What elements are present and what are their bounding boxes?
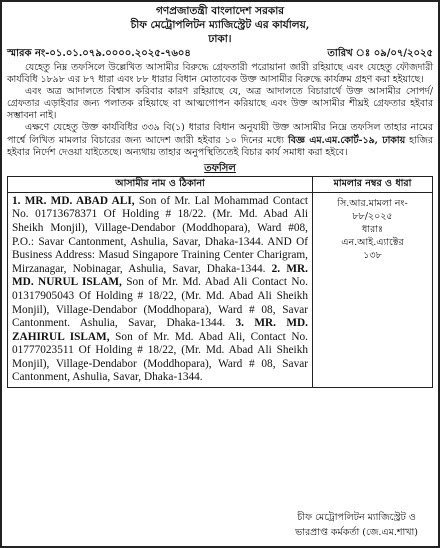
schedule-caption: তফসিল <box>204 162 236 174</box>
accused-1-name: 1. MR. MD. ABAD ALI, <box>12 194 135 207</box>
order-text-after: হাজির হইবার নির্দেশ দেওয়া যাইতেছে। অন্যথায় তাহার অনুপস্থিতিতেই বিচার কার্য সমাধা করা হইবে। <box>7 134 434 158</box>
memo-number: স্মারক নং-০১.০১.০৭৯.০০০০.২০২৫-৭৬০৪ <box>7 48 191 59</box>
schedule-header-row <box>8 176 433 192</box>
section-label: ধারাঃ <box>361 223 384 235</box>
reference-line <box>7 47 433 60</box>
order-text-before: এক্ষণে যেহেতু উক্ত কার্যবিধির ৩৩৯ বি(১) ধারার বিধান অনুযায়ী উক্ত আসামীর নিম্নে তফসিল তাহার নামের পার্শ্বে লিখিত মামলার বিচারের জন্য আদেশ জারী হইবার ১০ দিনের মধ্যে <box>7 122 433 146</box>
office-name: চীফ মেট্রোপলিটন ম্যাজিস্ট্রেট এর কার্যালয়, <box>130 19 310 31</box>
accused-1-details: Son of Mr. Lal Mohammad Contact No. 01713678371 Of Holding # 18/22. (Mr. Md. Abad Ali Sheikh Monjil), Village-Dendabor (Moddhopara), Ward #08, P.O.: Savar Cantonment, Ashulia, Savar, Dhaka-1344. AND Of Business Address: Masud Singapore Training Center Charigram, Mirzanagar, Nobinagar, Ashulia, Savar, Dhaka-1344. <box>12 194 308 275</box>
paragraph-absconding: এবং অত্র আদালতে বিশ্বাস করিবার কারণ রহিয়াছে যে, অত্র আদালতে বিচারার্থে উক্ত আসামীর সোপর্দ/গ্রেফতার এড়াইবার জন্য পলাতক রহিয়াছে বা আত্মগোপন করিয়াছে এবং উক্ত আসামীর শীঘ্রই গ্রেফতার হইবার সম্ভাবনা নাই। <box>7 86 433 122</box>
section-number: ১৩৮ <box>363 249 382 261</box>
signatory-title: চীফ মেট্রোপলিটন ম্যাজিস্ট্রেট ও <box>297 512 416 523</box>
government-name: গণপ্রজাতন্ত্রী বাংলাদেশ সরকার <box>155 5 285 17</box>
case-number: ৮৮/২০২৫ <box>352 210 393 222</box>
office-city: ঢাকা। <box>208 33 232 45</box>
case-details <box>313 192 433 387</box>
letterhead <box>7 4 433 46</box>
act-name: এন.আই.এ্যাক্টের <box>341 236 404 248</box>
accused-2-name: 2. MR. MD. NURUL ISLAM, <box>12 262 308 289</box>
case-type: সি.আর.মামলা নং- <box>337 197 408 209</box>
schedule-table <box>7 176 433 388</box>
paragraph-order <box>7 122 433 158</box>
signatory-office: ভারপ্রাপ্ত কর্মকর্তা (জে.এম.শাখা) <box>295 527 418 538</box>
signature-block <box>295 510 418 540</box>
accused-3-details: Son of Mr. Md. Abad Ali, Contact No. 01777023511 Of Holding # 18/22, (Mr. Md. Abad Ali Sheikh Monjil), Village-Dendabor (Moddhopara), Ward # 08, Savar Cantonment, Ashulia, Savar, Dhaka-1344. <box>12 330 309 384</box>
case-column-header: মামলার নম্বর ও ধারা <box>313 176 433 192</box>
paragraph-warrant: যেহেতু নিম্ন তফসিলে উল্লেখিত আসামীর বিরুদ্ধে গ্রেফতারী পরোয়ানা জারী রহিয়াছে এবং যেহেতু ফৌজদারী কার্যবিধি ১৮৯৮ এর ৮৭ ধারা এবং ৮৮ ধারার বিধান মোতাবেক উক্ত আসামীর বিরুদ্ধে কার্যক্রম গ্রহণ করা হইয়াছে। <box>7 62 433 86</box>
accused-details <box>8 192 313 387</box>
schedule-row <box>8 192 433 387</box>
accused-2-details: Son of Mr. Md. Abad Ali Contact No. 01317905043 Of Holding # 18/22, (Mr. Md. Abad Ali Sheikh Monjil), Village-Dendabor (Moddhopara), Ward # 08, Savar Cantonment. Ashulia, Savar, Dhaka-1344. <box>12 276 308 330</box>
accused-3-name: 3. MR. MD. ZAHIRUL ISLAM, <box>12 317 308 343</box>
court-name: বিজ্ঞ এম.এম.কোর্ট-১৯, ঢাকায় <box>288 134 406 146</box>
memo-date: তারিখ ঃ ০৯/০৭/২০২৫ <box>327 48 433 59</box>
accused-column-header: আসামীর নাম ও ঠিকানা <box>8 176 313 192</box>
